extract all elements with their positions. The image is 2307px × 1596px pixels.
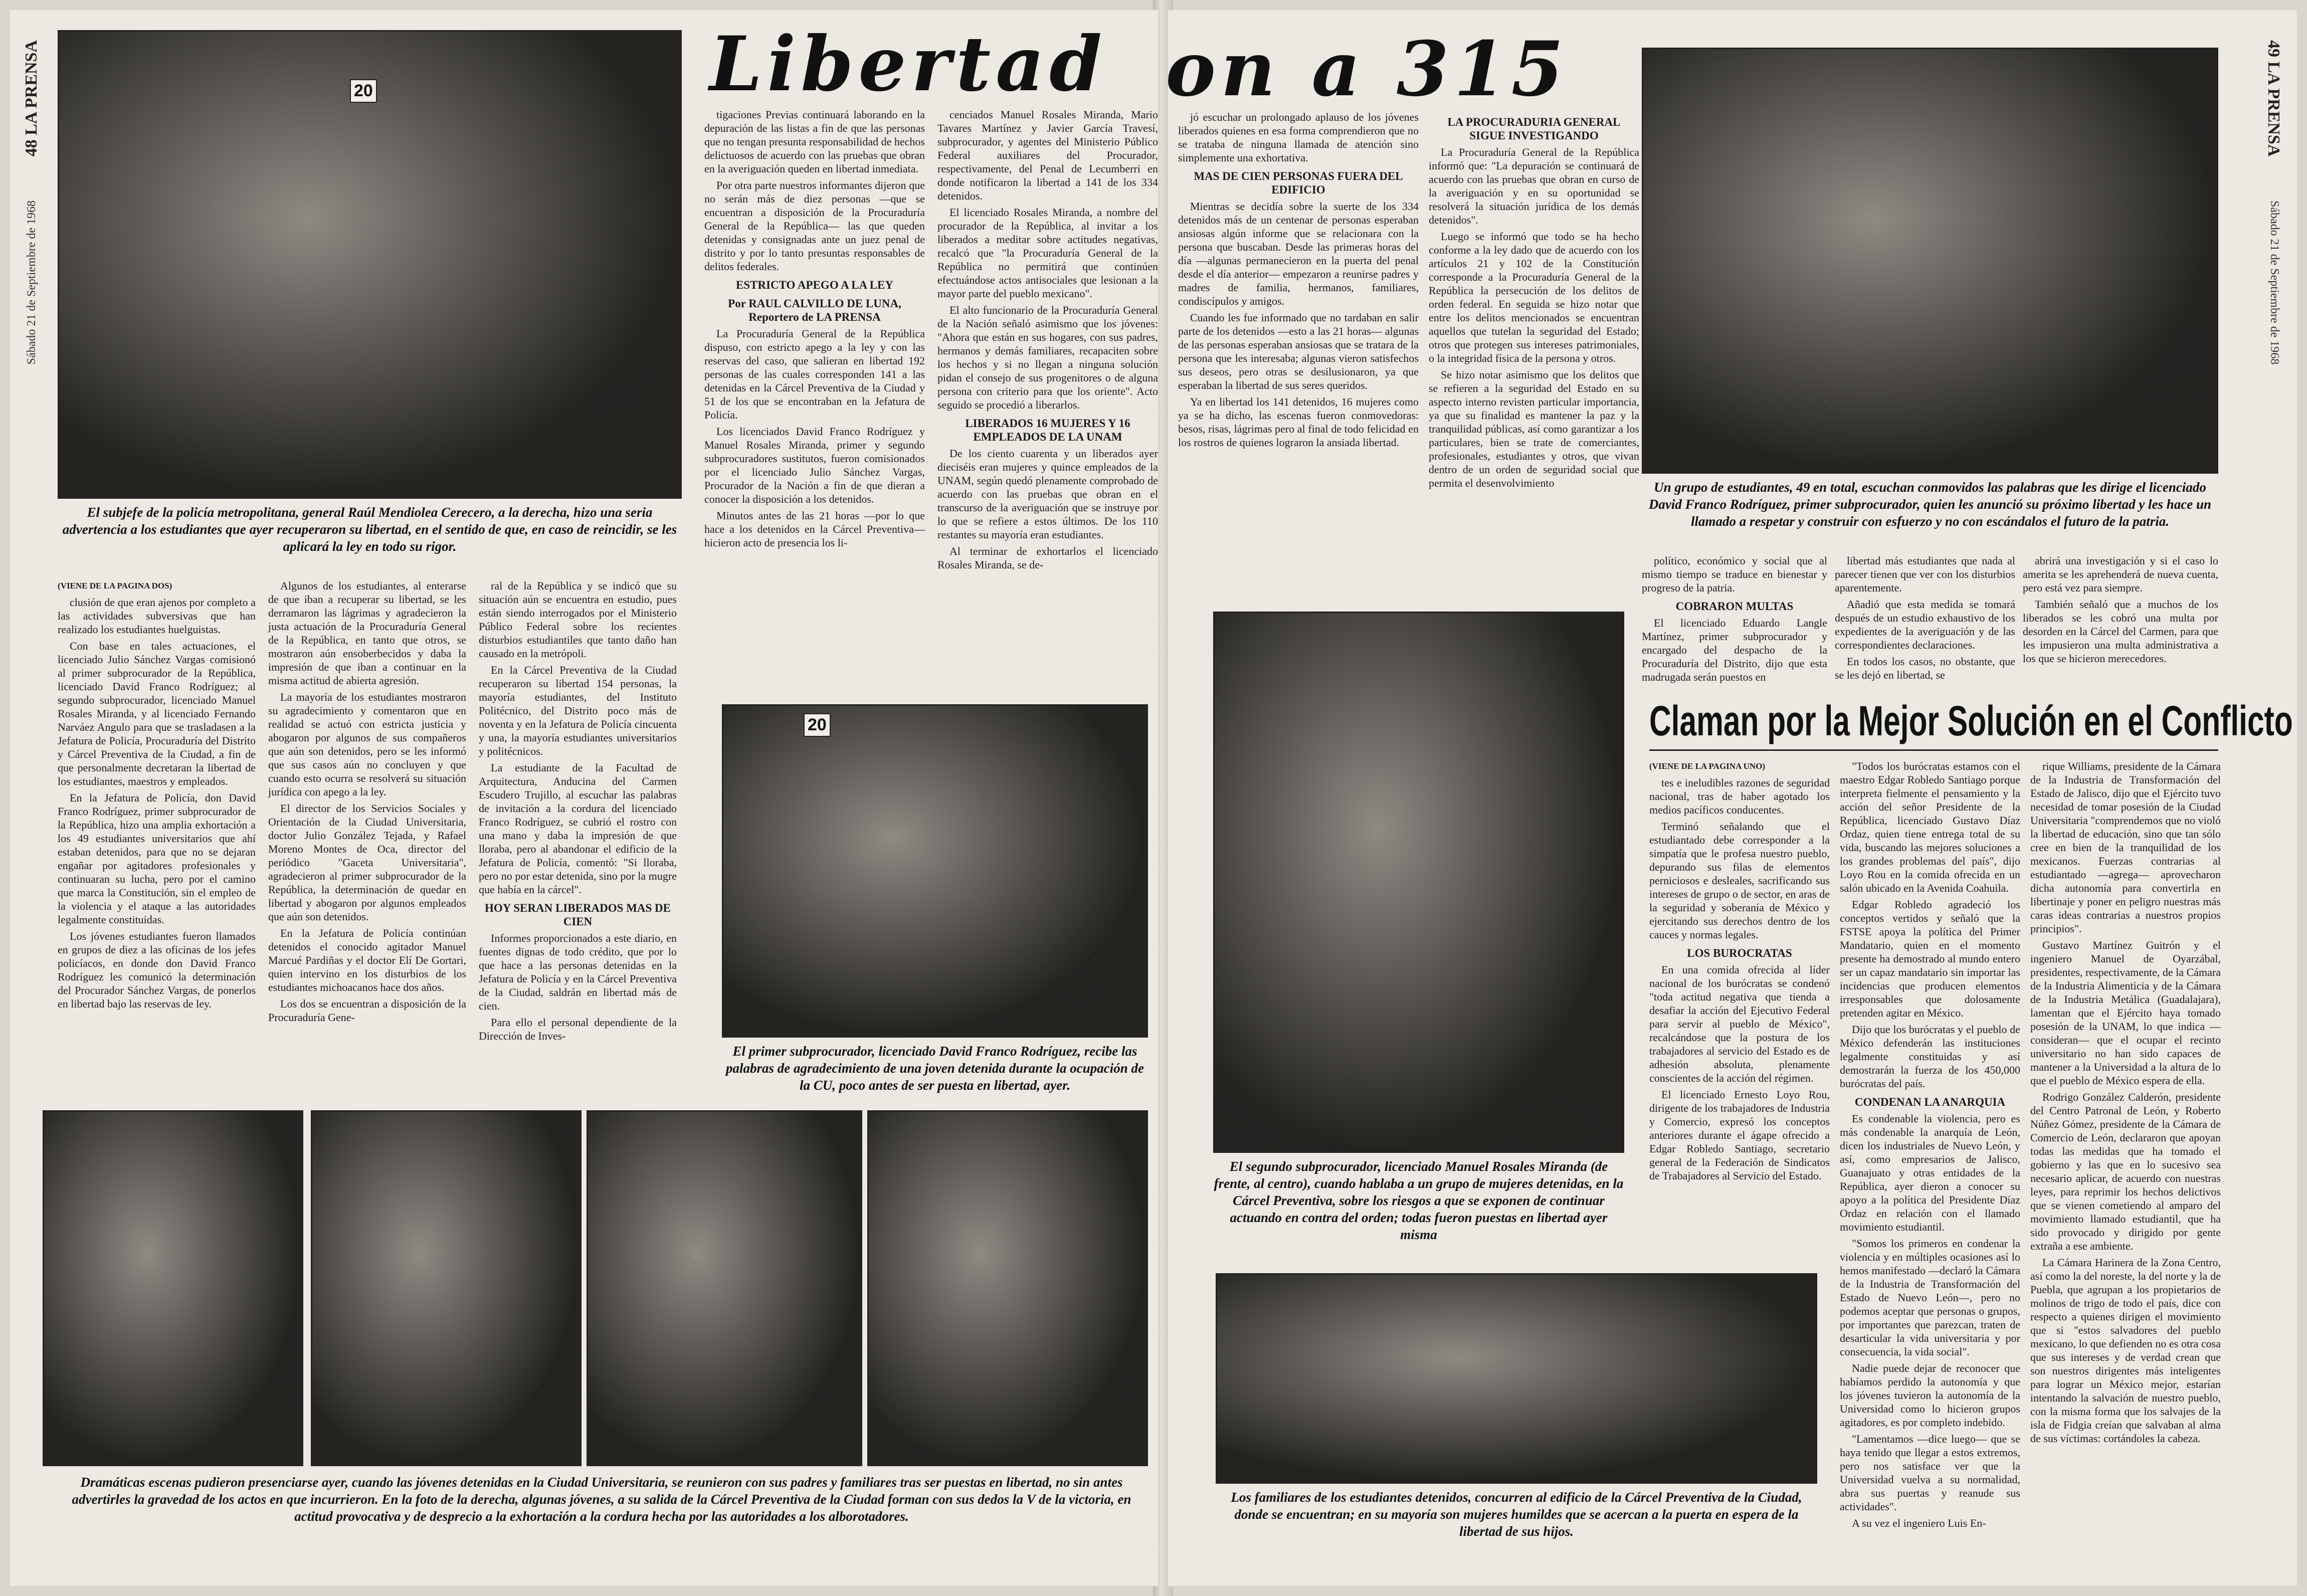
right-page [1168,10,2297,1586]
caption-top-left: El subjefe de la policía metropolitana, general Raúl Mendiolea Cerecero, a la derecha, hizo una seria advertencia a los estudiantes que ayer recuperaron su libertad, en el sentido de que, en caso de reincidir, se les aplicará la ley en todo su rigor. [62,505,677,554]
conflict-headline: Claman por la Mejor Solución en el Conflicto [1649,697,2293,744]
left-page [10,10,1158,1586]
column-d: LA PROCURADURIA GENERAL SIGUE INVESTIGANDO La Procuraduría General de la República informó que: "La depuración se continuará de acuerdo con las pruebas que obran en curso de la averiguación y en su oportunidad se resolverá la situación jurídica de los demás detenidos". Luego se informó que todo se ha hecho conforme a la ley dado que de acuerdo con los artículos 21 y 102 de la Constitución corresponde a la Procuraduría General de la República la persecución de los delitos de orden federal. En seguida se hizo notar que entre los delitos mencionados se encuentran aquellos que tutelan la seguridad del Estado; otros que protegen sus intereses patrimoniales, o la integridad física de la persona y otros. Se hizo notar asimismo que los delitos que se refieren a la seguridad del Estado en su aspecto interno revisten particular importancia, ya que su finalidad es mantener la paz y la tranquilidad públicas, así como garantizar a los particulares, bien se trate de comerciantes, profesionales, estudiantes y otros, que vivan dentro de un orden de seguridad social que permita el desenvolvimiento [1429,116,1639,489]
headline-part2: on a 315 [1166,25,1569,113]
caption-top-right: Un grupo de estudiantes, 49 en total, escuchan conmovidos las palabras que les dirige el licenciado David Franco Rodríguez, primer subprocurador, quien les anunció su próximo libertad y les hace un llamado a respetar y construir con esfuerzo y no con escándalos el futuro de la patria. [1648,480,2212,529]
right-top-col-3: abrirá una investigación y si el caso lo amerita se les aprehenderá de nueva cuenta, pero está vez para siempre. También señaló que a muchos de los liberados se les cobró una multa por desorden en la Cárcel del Carmen, para que les impusieron una multa administrativa a los que se hicieron merecedores. [2023,554,2218,665]
caption-mid-right: El segundo subprocurador, licenciado Manuel Rosales Miranda (de frente, al centro), cuando hablaba a un grupo de mujeres detenidas, en la Cárcel Preventiva, sobre los riesgos a que se exponen de continuar actuando en contra del orden; todas fueron puestas en libertad ayer misma [1214,1159,1624,1242]
right-dateline: Sábado 21 de Septiembre de 1968 [2268,201,2281,365]
photo-reunion-2 [311,1110,582,1466]
photo-reunion-3 [587,1110,862,1466]
column-b: cenciados Manuel Rosales Miranda, Mario Tavares Martínez y Javier García Travesí, subprocurador, y agentes del Ministerio Público Federal auxiliares del Procurador, respectivamente, del Penal de Lecumberri en donde notificaron la libertad a 141 de los 334 detenidos. El licenciado Rosales Miranda, a nombre del procurador de la República, al invitar a los liberados a meditar sobre actitudes negativas, recalcó que "la Procuraduría General de la República no permitirá que continúen efectuándose actos antisociales que lesionan a la mayor parte del pueblo mexicano". El alto funcionario de la Procuraduría General de la Nación señaló asimismo que los jóvenes: "Ahora que están en sus hogares, con sus padres, hermanos y demás familiares, recapaciten sobre los hechos y si no llegan a ninguna solución pidan el consejo de sus progenitores o de alguna persona con criterio para que los oriente". Acto seguido se procedió a liberarlos. LIBERADOS 16 MUJERES Y 16 EMPLEADOS DE LA UNAM De los ciento cuarenta y un liberados ayer dieciséis eran mujeres y quince empleados de la UNAM, según quedó plenamente comprobado de acuerdo con las pruebas que obran en el transcurso de la averiguación que se instruye por lo que se refiere a estos últimos. De los 110 restantes su mayoría eran estudiantes. Al terminar de exhortarlos el licenciado Rosales Miranda, se de- [937,108,1158,571]
conflict-col-2: "Todos los burócratas estamos con el maestro Edgar Robledo Santiago porque interpreta fielmente el pensamiento y la acción del señor Presidente de la República, licenciado Gustavo Díaz Ordaz, quien tiene entrega total de su vida, buscando las mejores soluciones a los grandes problemas del país", dijo Loyo Rou en la comida ofrecida en un salón ubicado en la Avenida Coahuila. Edgar Robledo agradeció los conceptos vertidos y señaló que la FSTSE apoya la política del Primer Mandatario, quien en el momento presente ha demostrado al mundo entero ser un capaz mandatario sin importar las incidencias que producen elementos irresponsables que dolosamente pretenden agitar en México. Dijo que los burócratas y el pueblo de México defenderán las instituciones legalmente constituidas y así demostrarán la fuerza de los 450,000 burócratas del país. CONDENAN LA ANARQUIA Es condenable la violencia, pero es más condenable la anarquía de León, dicen los industriales de Nuevo León, y así, como empresarios de Jalisco, Guanajuato y otras entidades de la República, ayer dieron a conocer su apoyo a la política del Presidente Díaz Ordaz en relación con el llamado movimiento estudiantil. "Somos los primeros en condenar la violencia y en múltiples ocasiones así lo hemos manifestado —declaró la Cámara de la Industria de Transformación del Estado de Nuevo León—, pero no podemos aceptar que personas o grupos, por importantes que parezcan, traten de desarticular la vida universitaria y por consecuencia, la vida social". Nadie puede dejar de reconocer que habíamos perdido la autonomía y que los jóvenes tuvieron la autonomía de la Universidad como lo hicieron grupos agitadores, es por completo indebido. "Lamentamos —dice luego— que se haya tenido que llegar a estos extremos, pero nos satisface ver que la Universidad vuelva a su normalidad, abra sus puertas y reanude sus actividades". A su vez el ingeniero Luis En- [1840,760,2020,1529]
conflict-col-1: (VIENE DE LA PAGINA UNO) tes e ineludibles razones de seguridad nacional, tras de haber agotado los medios pacíficos conducentes. Terminó señalando que el estudiantado debe corresponder a la simpatía que le profesa nuestro pueblo, depurando sus filas de elementos perniciosos e desleales, sacrificando sus intereses de grupo o de sector, en aras de la seguridad y soberanía de México y ejercitando sus derechos dentro de los cauces y normas legales. LOS BUROCRATAS En una comida ofrecida al líder nacional de los burócratas se condenó "toda actitud negativa que tienda a desafiar la acción del Ejecutivo Federal para servir al pueblo de México", recalcándose que la postura de los trabajadores al servicio del Estado es de adhesión absoluta, plenamente conscientes de la acción del régimen. El licenciado Ernesto Loyo Rou, dirigente de los trabajadores de Industria y Comercio, expresó los conceptos anteriores durante el ágape ofrecido a Edgar Robledo Santiago, secretario general de la Federación de Sindicatos de Trabajadores al Servicio del Estado. [1649,761,1830,1182]
conflict-rule [1649,749,2218,751]
headline-part1: Libertad [709,20,1107,108]
photo-reunion-4 [867,1110,1148,1466]
photo-women-detained [1213,612,1624,1153]
conflict-col-3: rique Williams, presidente de la Cámara de la Industria de Transformación del Estado de Jalisco, dijo que el Ejército tuvo necesidad de tomar posesión de la Ciudad Universitaria "comprendemos que no violó la libertad de educación, sino que tan sólo cree en bien de la tranquilidad de los mexicanos. Fuerzas contrarias al estudiantado —agrega— aprovecharon dicha autonomía para convertirla en libertinaje y poner en peligro nuestras más caras ideas contrarias a nuestros propios principios". Gustavo Martínez Guitrón y el ingeniero Manuel de Oyarzábal, presidentes, respectivamente, de la Cámara de la Industria Alimenticia y de la Cámara de la Industria Metálica (Guadalajara), lamentan que el Ejército haya tomado posesión de la UNAM, lo que indica —consideran— que el ocupar el recinto universitario no han sido capaces de mantener a la Universidad a la altura de lo que el pueblo de México espera de ella. Rodrigo González Calderón, presidente del Centro Patronal de León, y Roberto Núñez Gómez, presidente de la Cámara de Comercio de León, declararon que apoyan todas las medidas que ha tomado el gobierno y las que en lo sucesivo sea necesario aplicar, de acuerdo con nuestras leyes, para reprimir los hechos delictivos que se vienen cometiendo al amparo del movimiento llamado estudiantil, que ha sido provocado y dirigido por gente extraña a ese ambiente. La Cámara Harinera de la Zona Centro, así como la del noreste, la del norte y la de Puebla, que agrupan a los propietarios de molinos de trigo de todo el país, dice con respecto a quienes dirigen el movimiento que si "estos salvadores del pueblo mexicano, lo que defienden no es otra cosa que sus intereses y de verdad crean que son nuestros dirigentes más inteligentes para lograr un México mejor, estarían intentando la salvación de nuestro pueblo, con la misma forma que los salvajes de la isla de Fidgia creían que salvaban al alma de sus víctimas: cortándoles la cabeza. [2030,760,2221,1445]
photo-sign-20-b: 20 [804,713,831,737]
caption-bottom-left: Dramáticas escenas pudieron presenciarse ayer, cuando las jóvenes detenidas en la Ciudad Universitaria, se reunieron con sus padres y familiares tras ser puestas en libertad, no sin antes advertirles la gravedad de los actos en que incurrieron. En la foto de la derecha, algunas jóvenes, a su salida de la Cárcel Preventiva de la Ciudad forman con sus dedos la V de la victoria, en actitud provocativa y de desprecio a la exhortación a la cordura hecha por las autoridades a los alborotadores. [72,1475,1131,1524]
lower-left-col-1: (VIENE DE LA PAGINA DOS) clusión de que eran ajenos por completo a las actividades subversivas que han realizado los estudiantes huelguistas. Con base en tales actuaciones, el licenciado Julio Sánchez Vargas comisionó al primer subprocurador de la República, licenciado David Franco Rodríguez; al segundo subprocurador, licenciado Manuel Rosales Miranda, y al licenciado Fernando Narváez Angulo para que se trasladasen a la Jefatura de Policía, Procuraduría del Distrito y Cárcel Preventiva de la Ciudad, a fin de que personalmente decretaran la libertad de los estudiantes, maestros y empleados. En la Jefatura de Policía, don David Franco Rodríguez, primer subprocurador de la República, hizo una amplia exhortación a los 49 estudiantes universitarios que ahí estaban detenidos, para que no se dejaran engañar por agitadores profesionales y continuaran su lucha, pero por el camino que marca la Constitución, sin el empleo de la violencia y el ataque a las autoridades legalmente constituidas. Los jóvenes estudiantes fueron llamados en grupos de diez a las oficinas de los jefes policíacos, en donde don David Franco Rodríguez les comunicó la determinación del Procurador Sánchez Vargas, de ponerlos en libertad bajo las reservas de ley. [58,581,256,1010]
photo-sign-20: 20 [350,79,377,103]
left-dateline: Sábado 21 de Septiembre de 1968 [25,201,38,365]
photo-subprocurador-young-woman [722,704,1148,1038]
photo-group-49-students [1642,48,2218,474]
column-a: tigaciones Previas continuará laborando en la depuración de las listas a fin de que las personas que no tengan presunta responsabilidad de hechos delictuosos de acuerdo con las pruebas que obran en la averiguación queden en libertad inmediata. Por otra parte nuestros informantes dijeron que no serán más de diez personas —que se encuentran a disposición de la Procuraduría General de la República— las que queden detenidas y consignadas ante un juez penal de distrito y por lo tanto presuntas responsables de delitos federales. ESTRICTO APEGO A LA LEY Por RAUL CALVILLO DE LUNA, Reportero de LA PRENSA La Procuraduría General de la República dispuso, con estricto apego a la ley y con las reservas del caso, que salieran en libertad 192 personas de las cuales corresponden 141 a las detenidas en la Cárcel Preventiva de la Ciudad y 51 de los que se encontraban en la Jefatura de Policía. Los licenciados David Franco Rodríguez y Manuel Rosales Miranda, primer y segundo subprocuradores sustitutos, fueron comisionados por el licenciado Julio Sánchez Vargas, Procurador de la Nación a fin de que dieran a conocer la disposición a los detenidos. Minutos antes de las 21 horas —por lo que hace a los detenidos en la Cárcel Preventiva— hicieron acto de presencia los li- [704,108,925,549]
right-folio: 49 LA PRENSA [2264,40,2283,157]
photo-reunion-1 [43,1110,303,1466]
caption-center: El primer subprocurador, licenciado David Franco Rodríguez, recibe las palabras de agradecimiento de una joven detenida durante la ocupación de la CU, poco antes de ser puesta en libertad, ayer. [726,1044,1144,1093]
lower-left-col-3: ral de la República y se indicó que su situación aún se encuentra en estudio, pues están siendo interrogados por el Ministerio Público Federal sobre los recientes disturbios estudiantiles que tanto daño han causado en la metrópoli. En la Cárcel Preventiva de la Ciudad recuperaron su libertad 154 personas, la mayoría estudiantes, del Instituto Politécnico, del Distrito poco más de noventa y en la Jefatura de Policía cincuenta y una, la mayoría estudiantes universitarios y politécnicos. La estudiante de la Facultad de Arquitectura, Anducina del Carmen Escudero Trujillo, al escuchar las palabras de invitación a la cordura del licenciado Franco Rodríguez, se cubrió el rostro con una mano y daba la impresión de que lloraba, pero al abandonar el edificio de la Jefatura de Policía, comentó: "Si lloraba, pero no por estar detenida, sino por la mugre que había en la cárcel". HOY SERAN LIBERADOS MAS DE CIEN Informes proporcionados a este diario, en fuentes dignas de todo crédito, que por lo que hace a las personas detenidas en la Jefatura de Policía y en la Cárcel Preventiva de la Ciudad, saldrán en libertad más de cien. Para ello el personal dependiente de la Dirección de Inves- [479,579,677,1042]
right-top-col-2: libertad más estudiantes que nada al parecer tienen que ver con los disturbios aparentemente. Añadió que esta medida se tomará después de un estudio exhaustivo de los expedientes de la averiguación y de las correspondientes declaraciones. En todos los casos, no obstante, que se les dejó en libertad, se [1835,554,2015,681]
column-c: jó escuchar un prolongado aplauso de los jóvenes liberados quienes en esa forma comprendieron que no se trataba de ninguna llamada de atención sino simplemente una exhortativa. MAS DE CIEN PERSONAS FUERA DEL EDIFICIO Mientras se decidía sobre la suerte de los 334 detenidos más de un centenar de personas esperaban ansiosas algún informe que se relacionara con la persona que buscaban. Desde las primeras horas del día —algunas permanecieron en la puerta del penal desde el día anterior— empezaron a reunirse padres y madres de familia, hermanos, familiares, condiscípulos y amigos. Cuando les fue informado que no tardaban en salir parte de los detenidos —esto a las 21 horas— algunas de las personas esperaban ansiosas que se tratara de la persona que les interesaba; algunas vieron satisfechos sus deseos, pero otras se desilusionaron, ya que esperaban la libertad de sus seres queridos. Ya en libertad los 141 detenidos, 16 mujeres como ya se ha dicho, las escenas fueron conmovedoras: besos, risas, lágrimas pero al final de todo felicidad en los rostros de quienes lograron la ansiada libertad. [1178,111,1419,449]
lower-left-col-2: Algunos de los estudiantes, al enterarse de que iban a recuperar su libertad, se les derramaron las lágrimas y agradecieron la justa actuación de la Procuraduría General de la República, en tanto que otros, se mostraron aún ensoberbecidos y daba la impresión de que iban a continuar en la misma actitud de abierta agresión. La mayoría de los estudiantes mostraron su agradecimiento y comentaron que en realidad se actuó con estricta justicia y abogaron por algunos de sus compañeros que aún son detenidos, pero se les informó que sus casos aún no concluyen y que cuando esto ocurra se resolverá su situación jurídica con apego a la ley. El director de los Servicios Sociales y Orientación de la Ciudad Universitaria, doctor Julio González Tejada, y Rafael Moreno Montes de Oca, director del periódico "Gaceta Universitaria", agradecieron al primer subprocurador de la República, la determinación de quedar en libertad y abogaron por algunos empleados que aún son detenidos. En la Jefatura de Policía continúan detenidos el conocido agitador Manuel Marcué Pardiñas y el doctor Elí De Gortari, quien intervino en los disturbios de los estudiantes michoacanos hace dos años. Los dos se encuentran a disposición de la Procuraduría Gene- [268,579,466,1024]
photo-families-outside-prison [1216,1273,1817,1484]
left-folio: 48 LA PRENSA [22,40,41,157]
caption-bottom-right: Los familiares de los estudiantes detenidos, concurren al edificio de la Cárcel Preventiva de la Ciudad, donde se encuentran; en su mayoría son mujeres humildes que se acercan a la puerta en espera de la libertad de sus hijos. [1231,1490,1802,1539]
photo-students-general [58,30,682,499]
right-top-col-1: político, económico y social que al mismo tiempo se traduce en bienestar y progreso de la patria. COBRARON MULTAS El licenciado Eduardo Langle Martínez, primer subprocurador y encargado del despacho de la Procuraduría del Distrito, dijo que esta madrugada serán puestos en [1642,554,1827,683]
